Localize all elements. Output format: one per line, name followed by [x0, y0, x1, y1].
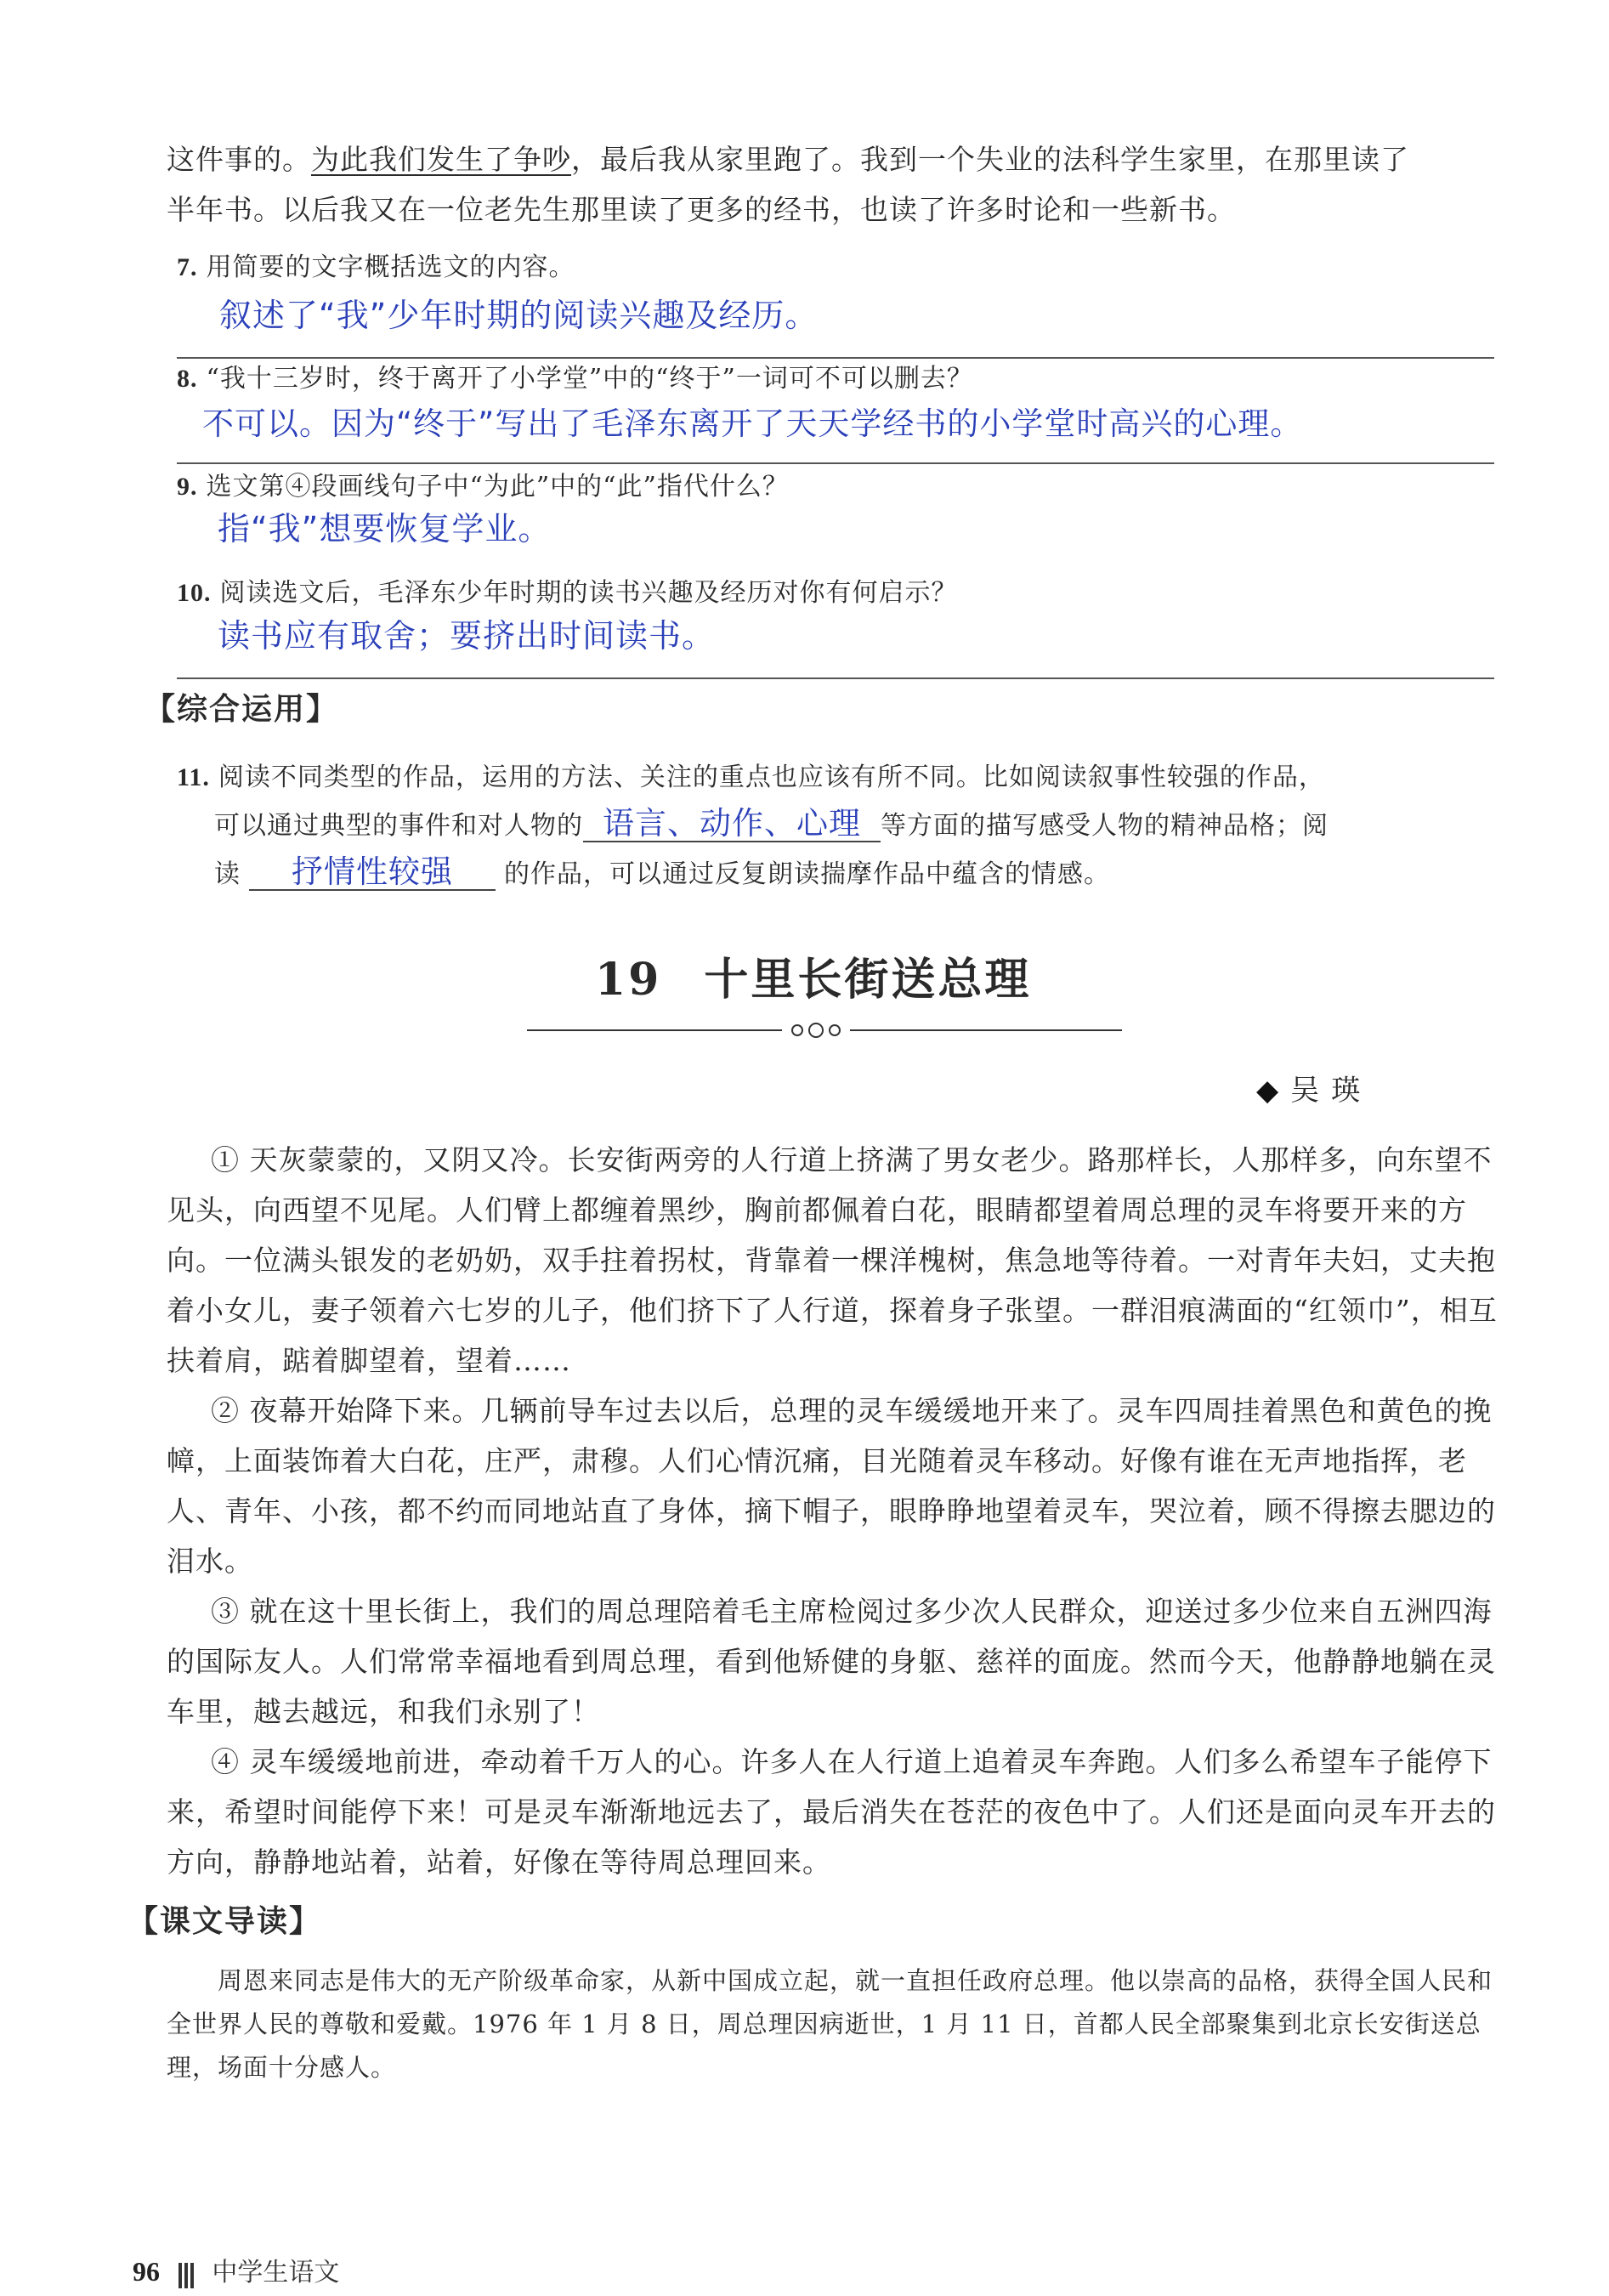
page-footer [133, 2251, 339, 2290]
answer-8: 不可以。因为“终于”写出了毛泽东离开了天天学经书的小学堂时高兴的心理。 [202, 405, 1303, 442]
passage-paragraph-4: ④ 灵车缓缓地前进，牵动着千万人的心。许多人在人行道上追着灵车奔跑。人们多么希望车子能停下来，希望时间能停下来！可是灵车渐渐地远去了，最后消失在苍茫的夜色中了。人们还是面向灵车开去的方向，静静地站着，站着，好像在等待周总理回来。 [167, 1745, 1496, 1879]
lesson-title [595, 944, 1031, 1007]
section-guide-heading: 【课文导读】 [127, 1904, 322, 1939]
answer-9: 指“我”想要恢复学业。 [218, 510, 552, 547]
continuation-line-2: 半年书。以后我又在一位老先生那里读了更多的经书，也读了许多时论和一些新书。 [167, 193, 1236, 226]
question-11-line-2: 可以通过典型的事件和对人物的 语言、动作、心理 等方面的描写感受人物的精神品格；阅 [214, 805, 1329, 842]
title-ornament [527, 1020, 1122, 1040]
magazine-name: 中学生语文 [212, 2258, 340, 2287]
question-11-line-3: 读 抒情性较强 的作品，可以通过反复朗读揣摩作品中蕴含的情感。 [214, 853, 1110, 890]
question-9: 9. 选文第④段画线句子中“为此”中的“此”指代什么？ [177, 472, 789, 502]
question-7: 7. 用简要的文字概括选文的内容。 [177, 252, 575, 282]
ornament-circle-center [809, 1023, 823, 1037]
passage-paragraph-1: ① 天灰蒙蒙的，又阴又冷。长安街两旁的人行道上挤满了男女老少。路那样长，人那样多，向东望不见头，向西望不见尾。人们臂上都缠着黑纱，胸前都佩着白花，眼睛都望着周总理的灵车将要开来的方向。一位满头银发的老奶奶，双手拄着拐杖，背靠着一棵洋槐树，焦急地等待着。一对青年夫妇，丈夫抱着小女儿，妻子领着六七岁的儿子，他们挤下了人行道，探着身子张望。一群泪痕满面的“红领巾”，相互扶着肩，踮着脚望着，望着…… [167, 1143, 1498, 1377]
fill-blank-2[interactable]: 抒情性较强 [249, 855, 496, 891]
underlined-sentence: 为此我们发生了争吵 [311, 143, 571, 176]
ornament-circle-left [792, 1025, 802, 1035]
question-10: 10. 阅读选文后，毛泽东少年时期的读书兴趣及经历对你有何启示？ [177, 578, 958, 608]
question-11 [177, 753, 1511, 899]
author-byline [1256, 1067, 1372, 1108]
question-8: 8. “我十三岁时，终于离开了小学堂”中的“终于”一词可不可以删去？ [177, 364, 973, 394]
section-comprehensive-heading: 【综合运用】 [144, 692, 339, 727]
ornament-circle-right [830, 1025, 840, 1035]
continuation-line-1: 这件事的。为此我们发生了争吵，最后我从家里跑了。我到一个失业的法科学生家里，在那里读了 [167, 143, 1409, 176]
continuation-paragraph [167, 134, 1501, 235]
passage-paragraph-3: ③ 就在这十里长街上，我们的周总理陪着毛主席检阅过多少次人民群众，迎送过多少位来自五洲四海的国际友人。人们常常幸福地看到周总理，看到他矫健的身躯、慈祥的面庞。然而今天，他静静地躺在灵车里，越去越远，和我们永别了！ [167, 1595, 1496, 1728]
lesson-title-text: 十里长街送总理 [704, 954, 1032, 1006]
answer-line-10 [177, 677, 1494, 679]
author-name: 吴瑛 [1290, 1074, 1373, 1108]
lesson-number: 19 [595, 954, 662, 1006]
page-number: 96 [133, 2256, 160, 2287]
diamond-icon: ◆ [1256, 1074, 1279, 1108]
footer-bars-icon [178, 2258, 196, 2290]
answer-line-8 [177, 462, 1494, 464]
answer-line-7 [177, 357, 1494, 359]
fill-blank-1[interactable]: 语言、动作、心理 [583, 807, 881, 842]
passage-paragraph-2: ② 夜幕开始降下来。几辆前导车过去以后，总理的灵车缓缓地开来了。灵车四周挂着黑色和黄色的挽幛，上面装饰着大白花，庄严，肃穆。人们心情沉痛，目光随着灵车移动。好像有谁在无声地指挥，老人、青年、小孩，都不约而同地站直了身体，摘下帽子，眼睁睁地望着灵车，哭泣着，顾不得擦去腮边的泪水。 [167, 1394, 1496, 1578]
answer-7: 叙述了“我”少年时期的阅读兴趣及经历。 [219, 297, 819, 334]
guide-paragraph: 周恩来同志是伟大的无产阶级革命家，从新中国成立起，就一直担任政府总理。他以崇高的品格，获得全国人民和全世界人民的尊敬和爱戴。1976 年 1 月 8 日，周总理因病逝世，1 月 11 日，首都人民全部聚集到北京长安街送总理，场面十分感人。 [167, 1966, 1493, 2082]
answer-10: 读书应有取舍；要挤出时间读书。 [218, 617, 716, 655]
question-11-line-1: 11. 阅读不同类型的作品，运用的方法、关注的重点也应该有所不同。比如阅读叙事性较强的作品， [177, 762, 1325, 792]
